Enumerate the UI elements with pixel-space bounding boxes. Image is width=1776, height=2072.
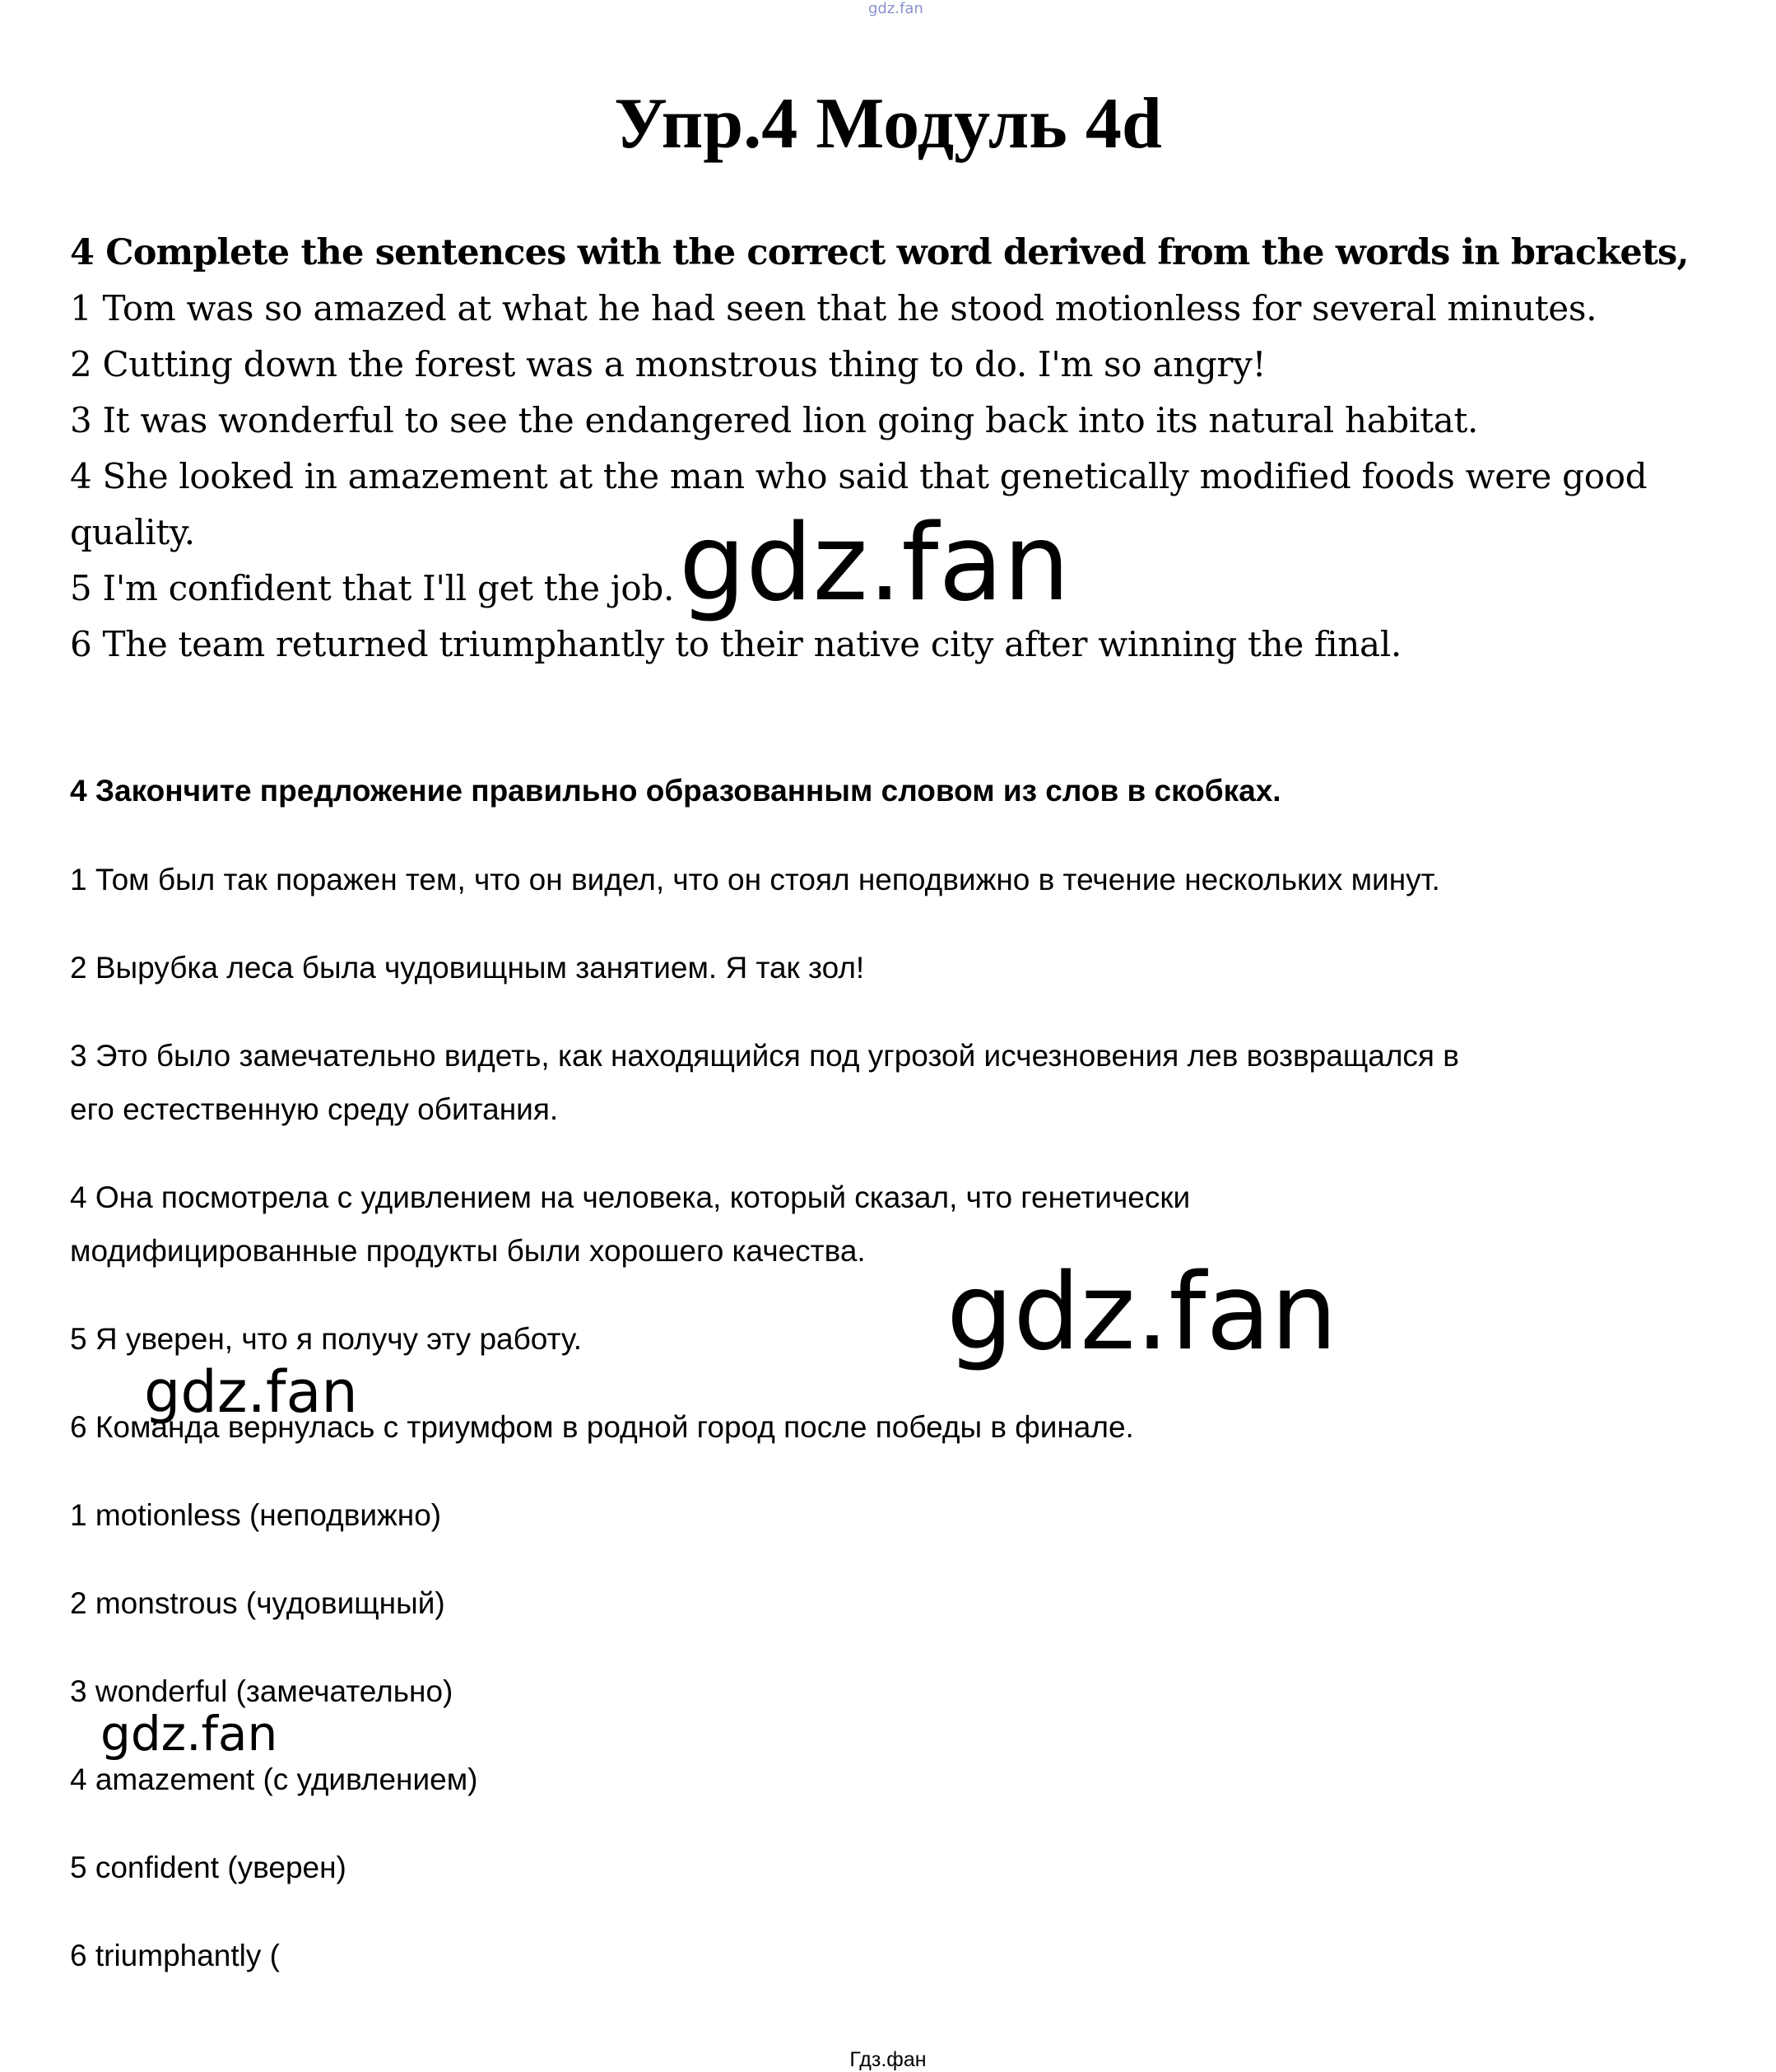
russian-sentence-4: 4 Она посмотрела с удивлением на человека, который сказал, что генетически (70, 1180, 1191, 1214)
watermark-medium: gdz.fan (144, 1358, 358, 1426)
russian-sentence-6: 6 Команда вернулась с триумфом в родной город после победы в финале. (70, 1410, 1134, 1444)
english-sentence-4-continued: quality. (70, 512, 195, 552)
page-footer: Гдз.фан (849, 2048, 927, 2071)
english-task-heading: 4 Complete the sentences with the correct word derived from the words in brackets, (70, 232, 1689, 273)
answer-1: 1 motionless (неподвижно) (70, 1498, 442, 1532)
russian-sentence-2: 2 Вырубка леса была чудовищным занятием. Я так зол! (70, 951, 865, 985)
russian-sentence-3: 3 Это было замечательно видеть, как находящийся под угрозой исчезновения лев возвращался в (70, 1039, 1459, 1073)
watermark-large-lower: gdz.fan (946, 1251, 1337, 1374)
top-watermark: gdz.fan (868, 0, 923, 17)
page-title: Упр.4 Модуль 4d (614, 84, 1162, 164)
english-sentence-4: 4 She looked in amazement at the man who said that genetically modified foods were good (70, 456, 1648, 496)
watermark-small: gdz.fan (100, 1706, 278, 1762)
answer-4: 4 amazement (с удивлением) (70, 1762, 478, 1796)
answer-3: 3 wonderful (замечательно) (70, 1674, 453, 1708)
english-sentence-3: 3 It was wonderful to see the endangered lion going back into its natural habitat. (70, 400, 1479, 440)
answer-2: 2 monstrous (чудовищный) (70, 1586, 445, 1620)
russian-task-heading: 4 Закончите предложение правильно образованным словом из слов в скобках. (70, 774, 1281, 808)
english-sentence-1: 1 Tom was so amazed at what he had seen that he stood motionless for several minutes. (70, 288, 1597, 328)
russian-sentence-3-continued: его естественную среду обитания. (70, 1092, 559, 1126)
english-sentence-2: 2 Cutting down the forest was a monstrous thing to do. I'm so angry! (70, 344, 1267, 384)
watermark-large: gdz.fan (679, 502, 1070, 625)
russian-sentence-1: 1 Том был так поражен тем, что он видел, что он стоял неподвижно в течение нескольких минут. (70, 863, 1440, 896)
russian-sentence-4-continued: модифицированные продукты были хорошего качества. (70, 1234, 866, 1268)
english-sentence-5: 5 I'm confident that I'll get the job. (70, 568, 675, 608)
answer-5: 5 confident (уверен) (70, 1851, 346, 1884)
english-sentence-6: 6 The team returned triumphantly to their native city after winning the final. (70, 624, 1402, 664)
russian-sentence-5: 5 Я уверен, что я получу эту работу. (70, 1322, 583, 1356)
answer-6: 6 triumphantly ( (70, 1939, 280, 1972)
